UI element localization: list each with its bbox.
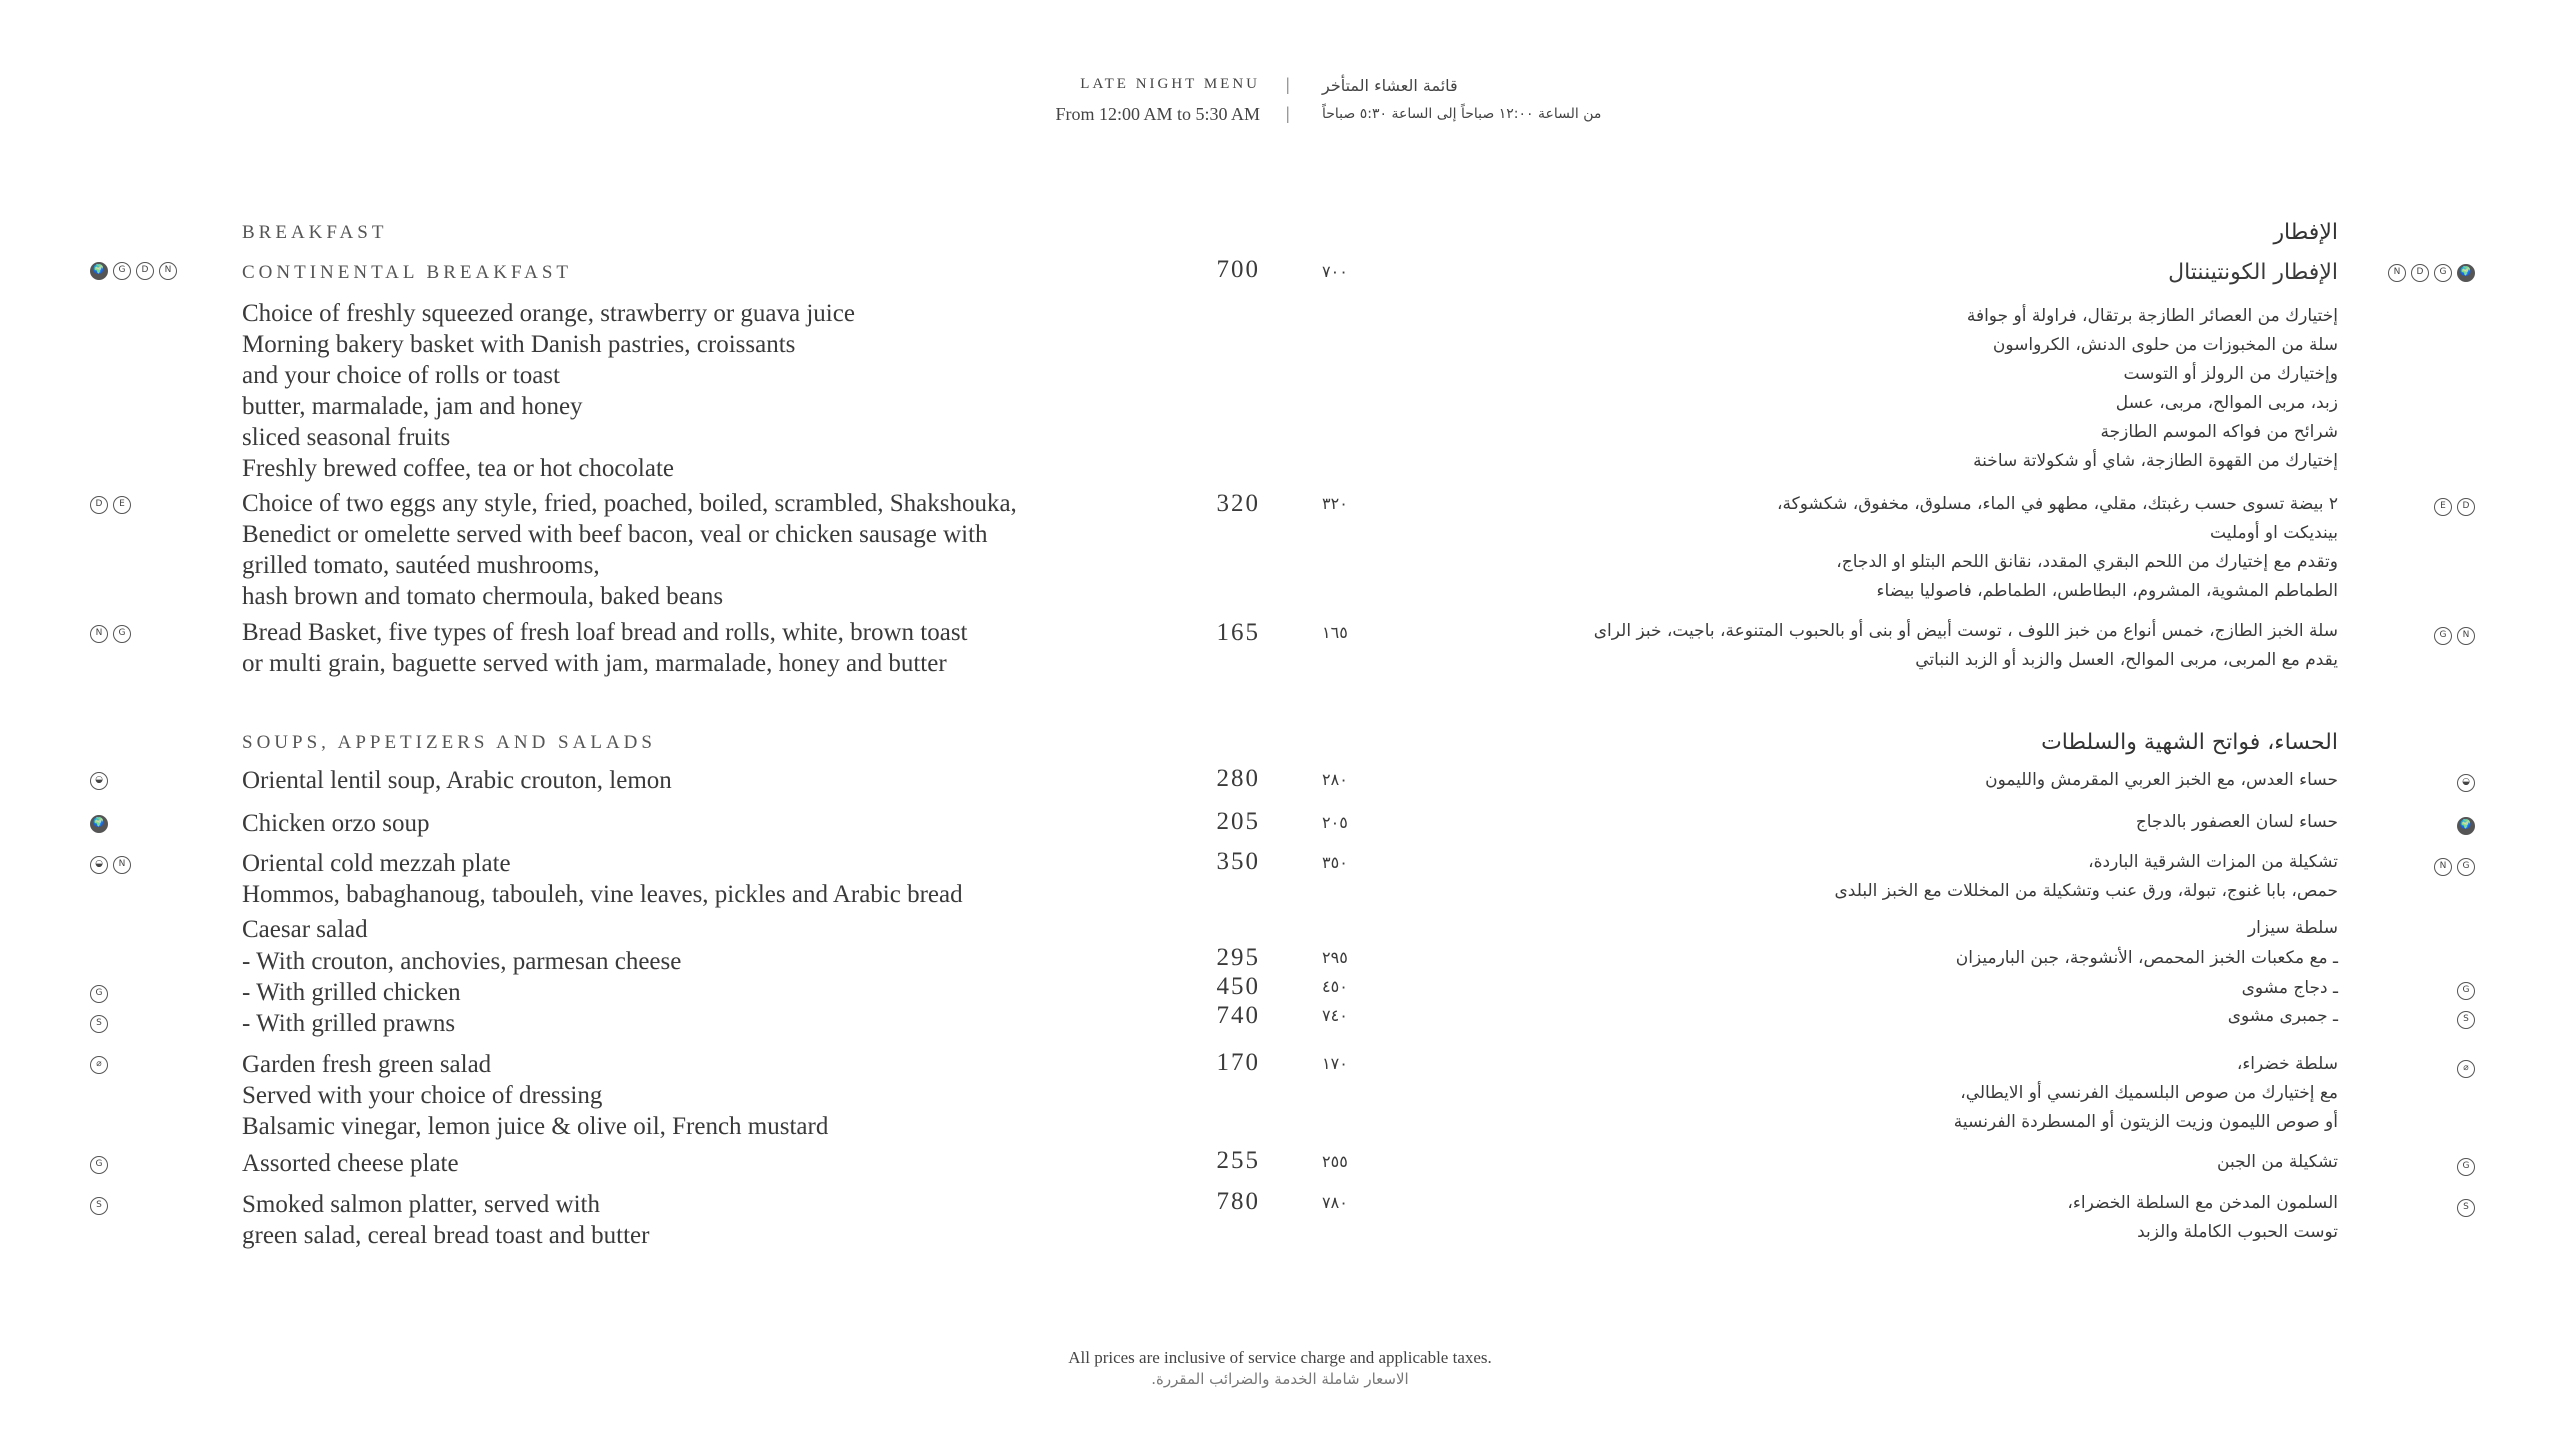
price-ar: ٧٠٠ [1322,262,1348,281]
item-description-en: Bread Basket, five types of fresh loaf bread and rolls, white, brown toast or multi grain, baguette served with jam, marmalade, honey and butter [242,619,968,677]
price-ar: ٢٠٥ [1322,813,1348,832]
header-separator: | [1286,74,1290,94]
seafood-icon: S [2457,1011,2475,1029]
gluten-icon: G [2457,982,2475,1000]
price-en: 740 [1216,1002,1260,1029]
dairy-icon: D [90,496,108,514]
dietary-icons [90,772,108,790]
egg-icon: E [113,496,131,514]
egg-icon: E [2434,498,2452,516]
item-description-ar: ٢ بيضة تسوى حسب رغبتك، مقلي، مطهو في الماء، مسلوق، مخفوق، شكشوكة، بينديكت او أومليت وتقدم مع إختيارك من اللحم البقري المقدد، نقانق اللحم البتلو او الدجاج، الطماطم المشوية، المشروم، البطاطس، الطماطم، فاصوليا بيضاء [1777,494,2338,601]
seafood-icon: S [2457,1199,2475,1217]
item-description-en: Choice of two eggs any style, fried, poached, boiled, scrambled, Shakshouka, Benedict or omelette served with beef bacon, veal or chicken sausage with grilled tomato, sautéed mushrooms, hash brown and tomato chermoula, baked beans [242,490,1017,610]
price-en: 780 [1216,1188,1260,1215]
price-en: 700 [1216,256,1260,283]
price-ar: ٢٥٥ [1322,1152,1348,1171]
item-name-en: - With grilled chicken [242,979,461,1006]
dietary-icons [2434,627,2475,645]
price-ar: ٢٩٥ [1322,948,1348,967]
price-en: 165 [1216,619,1260,646]
item-name-ar: ـ جمبرى مشوى [2227,1006,2338,1026]
dietary-icons [90,1156,108,1174]
nut-free-icon: N [113,856,131,874]
dietary-icons [2457,1060,2475,1078]
globe-icon: 🌍 [2457,817,2475,835]
menu-title-en: LATE NIGHT MENU [1080,76,1260,92]
item-name-en: - With grilled prawns [242,1010,456,1037]
price-ar: ٣٢٠ [1322,494,1348,513]
nut-free-icon: N [2388,264,2406,282]
price-ar: ١٦٥ [1322,623,1348,642]
dietary-icons [2434,858,2475,876]
soup-icon: ◒ [2457,774,2475,792]
item-name-en: Chicken orzo soup [242,810,430,837]
item-name-ar: حساء العدس، مع الخبز العربي المقرمش والليمون [1985,770,2338,790]
item-name-ar: سلطة خضراء، مع إختيارك من صوص البلسميك الفرنسي أو الايطالي، أو صوص الليمون وزيت الزيتون أو المسطردة الفرنسية [1953,1054,2338,1132]
price-ar: ٧٨٠ [1322,1193,1348,1212]
item-name-en: Assorted cheese plate [242,1150,459,1177]
footer-note-en: All prices are inclusive of service charge and applicable taxes. [1068,1348,1492,1367]
nut-free-icon: N [159,262,177,280]
globe-icon: 🌍 [90,262,108,280]
seafood-icon: S [90,1197,108,1215]
item-name-ar: سلطة سيزار [2247,918,2338,938]
menu-hours-ar: من الساعة ١٢:٠٠ صباحاً إلى الساعة ٥:٣٠ صباحاً [1322,106,1602,122]
item-name-ar: ـ دجاج مشوى [2241,978,2338,998]
gluten-icon: G [90,985,108,1003]
price-en: 205 [1216,808,1260,835]
dietary-icons [90,1197,108,1215]
section-title-soups-en: SOUPS, APPETIZERS AND SALADS [242,732,656,753]
gluten-icon: G [2434,264,2452,282]
gluten-icon: G [113,262,131,280]
nut-free-icon: N [2457,627,2475,645]
gluten-icon: G [2434,627,2452,645]
dietary-icons [2457,774,2475,792]
item-name-en: Oriental lentil soup, Arabic crouton, lemon [242,767,672,794]
item-name-en: Caesar salad [242,916,368,943]
price-ar: ٢٨٠ [1322,770,1348,789]
globe-icon: 🌍 [2457,264,2475,282]
item-name-ar: تشكيلة من المزات الشرقية الباردة، حمص، بابا غنوج، تبولة، ورق عنب وتشكيلة من المخللات مع الخبز البلدى [1834,852,2338,901]
dietary-icons [2457,1199,2475,1217]
price-en: 280 [1216,765,1260,792]
price-en: 255 [1216,1147,1260,1174]
item-name-en: Garden fresh green salad Served with your choice of dressing Balsamic vinegar, lemon juice & olive oil, French mustard [242,1051,829,1140]
price-ar: ١٧٠ [1322,1054,1348,1073]
item-name-en: - With crouton, anchovies, parmesan cheese [242,948,682,975]
dietary-icons [90,625,131,643]
section-title-soups-ar: الحساء، فواتح الشهية والسلطات [2041,730,2338,755]
section-title-breakfast-en: BREAKFAST [242,222,388,243]
item-title-en: CONTINENTAL BREAKFAST [242,262,572,283]
price-en: 450 [1216,973,1260,1000]
dairy-icon: D [136,262,154,280]
dietary-icons [90,815,108,833]
dietary-icons [90,1015,108,1033]
price-en: 350 [1216,848,1260,875]
section-title-breakfast-ar: الإفطار [2273,220,2338,245]
item-name-en: Oriental cold mezzah plate Hommos, babaghanoug, tabouleh, vine leaves, pickles and Arabic bread [242,850,963,908]
dietary-icons [2457,1011,2475,1029]
leaf-icon: ⌀ [90,1056,108,1074]
dairy-icon: D [2457,498,2475,516]
price-en: 320 [1216,490,1260,517]
item-name-en: Smoked salmon platter, served with green salad, cereal bread toast and butter [242,1191,650,1249]
price-en: 170 [1216,1049,1260,1076]
item-name-ar: تشكيلة من الجبن [2217,1152,2338,1172]
dietary-icons [90,985,108,1003]
item-name-ar: السلمون المدخن مع السلطة الخضراء، توست الحبوب الكاملة والزبد [2067,1193,2338,1242]
dietary-icons [90,496,131,514]
soup-icon: ◒ [90,856,108,874]
price-ar: ٧٤٠ [1322,1006,1348,1025]
menu-hours-en: From 12:00 AM to 5:30 AM [1055,104,1260,124]
dietary-icons [2457,817,2475,835]
header-separator: | [1286,103,1290,123]
item-name-ar: ـ مع مكعبات الخبز المحمص، الأنشوجة، جبن البارميزان [1955,948,2338,968]
footer-note-ar: الاسعار شاملة الخدمة والضرائب المقررة. [1151,1370,1409,1388]
item-description-ar: إختيارك من العصائر الطازجة برتقال، فراولة أو جوافة سلة من المخبوزات من حلوى الدنش، الكرواسون وإختيارك من الرولز أو التوست زبد، مربى الموالح، مربى، عسل شرائح من فواكه الموسم الطازجة إختيارك من القهوة الطازجة، شاي أو شكولاتة ساخنة [1966,306,2338,471]
nut-free-icon: N [90,625,108,643]
dietary-icons [90,262,177,280]
dietary-icons [2457,982,2475,1000]
dietary-icons [90,856,131,874]
price-ar: ٤٥٠ [1322,977,1348,996]
dietary-icons [2388,264,2475,282]
price-ar: ٣٥٠ [1322,853,1348,872]
leaf-icon: ⌀ [2457,1060,2475,1078]
globe-icon: 🌍 [90,815,108,833]
price-en: 295 [1216,944,1260,971]
nut-free-icon: N [2434,858,2452,876]
dietary-icons [2434,498,2475,516]
item-title-ar: الإفطار الكونتيننتال [2168,260,2338,285]
gluten-icon: G [90,1156,108,1174]
dietary-icons [2457,1158,2475,1176]
item-name-ar: حساء لسان العصفور بالدجاج [2135,812,2338,832]
gluten-icon: G [2457,1158,2475,1176]
gluten-icon: G [2457,858,2475,876]
menu-title-ar: قائمة العشاء المتأخر [1322,76,1458,95]
dietary-icons [90,1056,108,1074]
seafood-icon: S [90,1015,108,1033]
item-description-en: Choice of freshly squeezed orange, strawberry or guava juice Morning bakery basket with Danish pastries, croissants and your choice of rolls or toast butter, marmalade, jam and honey sliced seasonal fruits Freshly brewed coffee, tea or hot chocolate [242,300,855,482]
soup-icon: ◒ [90,772,108,790]
dairy-icon: D [2411,264,2429,282]
item-description-ar: سلة الخبز الطازج، خمس أنواع من خبز اللوف ، توست أبيض أو بنى أو بالحبوب المتنوعة، باجيت، خبز الراى يقدم مع المربى، مربى الموالح، العسل والزبد أو الزبد النباتي [1593,621,2338,670]
gluten-icon: G [113,625,131,643]
